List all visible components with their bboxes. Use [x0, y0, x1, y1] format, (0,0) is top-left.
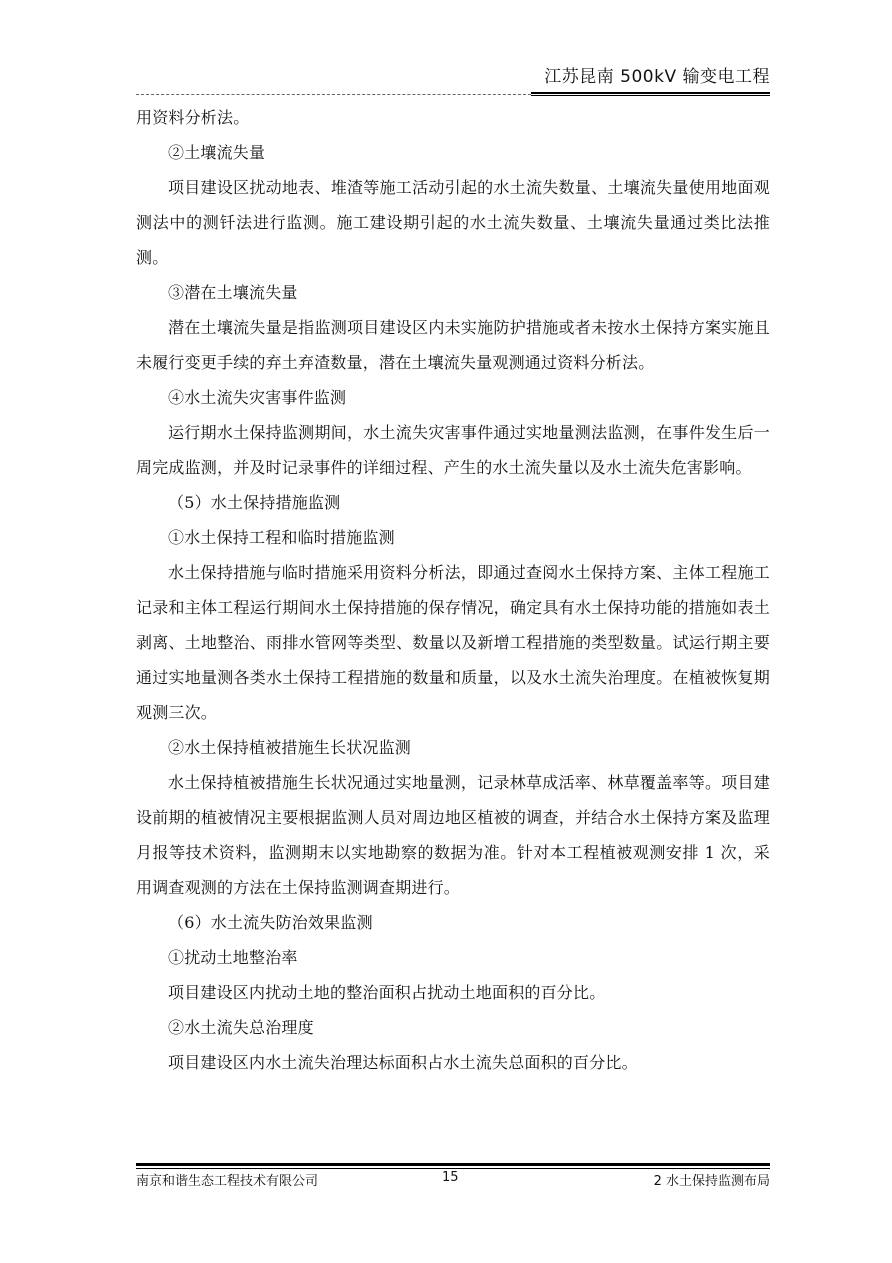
footer-company: 南京和谐生态工程技术有限公司 [136, 1174, 319, 1189]
header-rule [531, 92, 770, 94]
header-title: 江苏昆南 500kV 输变电工程 [544, 67, 770, 87]
section-heading: （5）水土保持措施监测 [168, 493, 341, 512]
page-footer [136, 1170, 770, 1190]
subheading: ④水土流失灾害事件监测 [168, 388, 347, 407]
paragraph: 水土保持措施与临时措施采用资料分析法，即通过查阅水土保持方案、主体工程施工记录和主体工程运行期间水土保持措施的保存情况，确定具有水土保持功能的措施如表土剥离、土地整治、雨排水管网等类型、数量以及新增工程措施的类型数量。试运行期主要通过实地量测各类水土保持工程措施的数量和质量，以及水土流失治理度。在植被恢复期观测三次。 [136, 563, 770, 722]
subheading: ②水土流失总治理度 [168, 1018, 314, 1037]
paragraph: 项目建设区内水土流失治理达标面积占水土流失总面积的百分比。 [168, 1053, 638, 1072]
page-header [136, 56, 770, 96]
header-rule-thin [531, 95, 770, 96]
section-heading: （6）水土流失防治效果监测 [168, 913, 373, 932]
page-number: 15 [442, 1170, 459, 1185]
subheading: ①扰动土地整治率 [168, 948, 298, 967]
paragraph: 潜在土壤流失量是指监测项目建设区内未实施防护措施或者未按水土保持方案实施且未履行变更手续的弃土弃渣数量，潜在土壤流失量观测通过资料分析法。 [136, 318, 770, 372]
paragraph: 运行期水土保持监测期间，水土流失灾害事件通过实地量测法监测，在事件发生后一周完成监测，并及时记录事件的详细过程、产生的水土流失量以及水土流失危害影响。 [136, 423, 770, 477]
document-body [136, 100, 770, 1080]
subheading: ③潜在土壤流失量 [168, 283, 298, 302]
subheading: ②土壤流失量 [168, 143, 266, 162]
paragraph: 水土保持植被措施生长状况通过实地量测，记录林草成活率、林草覆盖率等。项目建设前期的植被情况主要根据监测人员对周边地区植被的调查，并结合水土保持方案及监理月报等技术资料，监测期末以实地勘察的数据为准。针对本工程植被观测安排 1 次，采用调查观测的方法在土保持监测调查期进行。 [136, 773, 770, 897]
header-dashed-rule [136, 86, 531, 95]
paragraph: 项目建设区内扰动土地的整治面积占扰动土地面积的百分比。 [168, 983, 606, 1002]
footer-rule [136, 1163, 770, 1166]
footer-section: 2 水土保持监测布局 [653, 1174, 770, 1189]
paragraph: 项目建设区扰动地表、堆渣等施工活动引起的水土流失数量、土壤流失量使用地面观测法中的测钎法进行监测。施工建设期引起的水土流失数量、土壤流失量通过类比法推测。 [136, 178, 770, 267]
subheading: ①水土保持工程和临时措施监测 [168, 528, 395, 547]
paragraph: 用资料分析法。 [136, 108, 250, 127]
footer-rule-thin [136, 1168, 770, 1169]
subheading: ②水土保持植被措施生长状况监测 [168, 738, 412, 757]
